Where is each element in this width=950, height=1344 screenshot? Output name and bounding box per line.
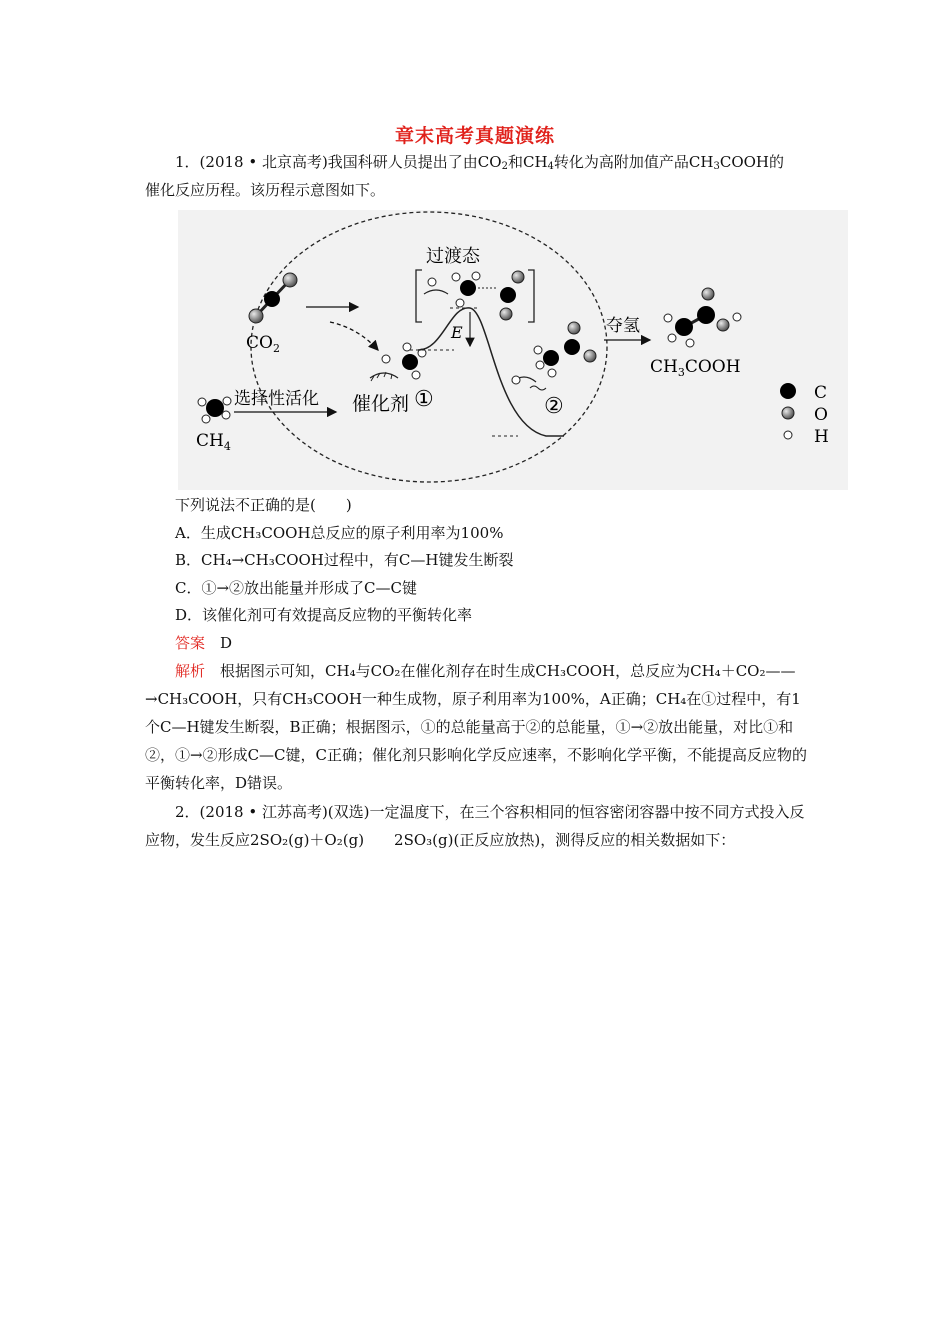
q1-intro-line2: 催化反应历程。该历程示意图如下。 (145, 181, 386, 199)
transition-bracket-right (528, 270, 534, 322)
legend-hydrogen-marker (784, 431, 792, 439)
option-d: D．该催化剂可有效提高反应物的平衡转化率 (175, 606, 473, 624)
q1-intro-suffix: COOH的 (719, 153, 784, 171)
catalyst-label: 催化剂 (352, 393, 410, 415)
option-b: B．CH₄→CH₃COOH过程中，有C—H键发生断裂 (175, 551, 514, 569)
atom-legend (780, 383, 829, 447)
analysis-paragraph (145, 657, 807, 797)
analysis-label: 解析 (175, 662, 206, 680)
transition-state-species (424, 271, 524, 320)
ch4-molecule (198, 397, 231, 423)
energy-profile-curve (418, 308, 564, 436)
adsorbed-species-1 (370, 343, 426, 381)
option-a: A．生成CH₃COOH总反应的原子利用率为100% (175, 524, 504, 542)
question-2-intro: 2．(2018 • 江苏高考)(双选)一定温度下，在三个容积相同的恒容密闭容器中按不同方式投入反应物，发生反应2SO₂(g)＋O₂(g) 2SO₃(g)(正反应放热)，测得反应的相关数据如下： (145, 803, 805, 849)
co2-label: $CO_2$ (246, 333, 280, 355)
question-1-intro (145, 148, 807, 204)
answer-label: 答案 (175, 634, 206, 652)
question-1-stem: 下列说法不正确的是( ) (175, 496, 352, 514)
selective-activation-label: 选择性活化 (234, 389, 319, 409)
dehydrogenation-label: 夺氢 (606, 316, 640, 336)
answer-value: D (220, 634, 233, 652)
activation-energy-label: E (451, 323, 463, 342)
page-title: 章末高考真题演练 (394, 125, 555, 147)
acetic-acid-molecule (664, 288, 741, 347)
legend-hydrogen-label: H (814, 427, 829, 447)
co2-dashed-arrow (330, 322, 378, 350)
adsorbed-species-2 (512, 322, 596, 390)
legend-oxygen-label: O (814, 405, 828, 425)
transition-state-label: 过渡态 (426, 246, 480, 267)
answer-line (175, 629, 232, 657)
co2-subscript: 2 (501, 161, 508, 172)
option-c: C．①→②放出能量并形成了C—C键 (175, 579, 418, 597)
step-1-label: ① (414, 387, 434, 412)
q1-intro-mid1: 和CH (507, 153, 548, 171)
analysis-text: 根据图示可知，CH₄与CO₂在催化剂存在时生成CH₃COOH，总反应为CH₄＋CO₂——→CH₃COOH，只有CH₃COOH一种生成物，原子利用率为100%，A正确；CH₄在①过程中，有1个C—H键发生断裂，B正确；根据图示，①的总能量高于②的总能量，①→②放出能量，对比①和②，①→②形成C—C键，C正确；催化剂只影响化学反应速率，不影响化学平衡，不能提高反应物的平衡转化率，D错误。 (145, 662, 808, 792)
ch4-subscript: 4 (547, 161, 554, 172)
q1-intro-prefix: 1．(2018 • 北京高考)我国科研人员提出了由CO (175, 153, 502, 171)
transition-bracket-left (416, 270, 422, 322)
ch3-subscript: 3 (713, 161, 720, 172)
co2-molecule (249, 273, 297, 323)
reaction-mechanism-figure (178, 210, 848, 490)
q1-intro-mid2: 转化为高附加值产品CH (553, 153, 714, 171)
legend-oxygen-marker (782, 407, 794, 419)
legend-carbon-label: C (814, 383, 828, 403)
acetic-acid-label: $CH_3COOH$ (650, 357, 741, 379)
step-2-label: ② (544, 394, 564, 419)
ch4-label: $CH_4$ (196, 431, 231, 453)
legend-carbon-marker (780, 383, 796, 399)
